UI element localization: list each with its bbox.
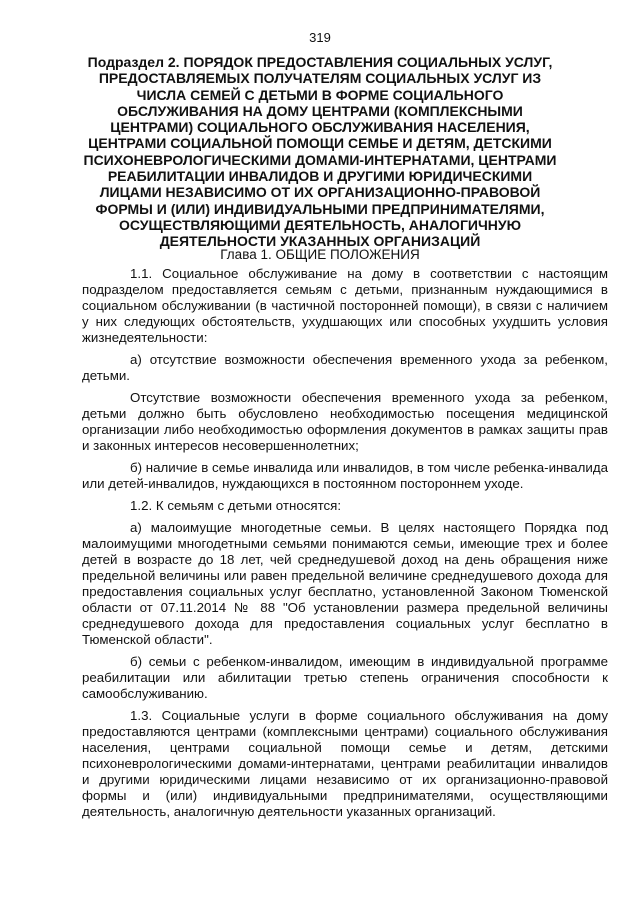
paragraph-1-2: 1.2. К семьям с детьми относятся: (130, 498, 342, 513)
paragraph-1-3: 1.3. Социальные услуги в форме социального обслуживания на дому предоставляются центрами (комплексными центрами) социального обслуживания населения, центрами социальной помощи семье и детям, детскими психоневрологическими домами-интернатами, центрами реабилитации инвалидов и другими юридическими лицами независимо от их организационно-правовой формы и (или) индивидуальными предпринимателями, осуществляющими деятельность, аналогичную деятельности указанных организаций. (82, 708, 608, 819)
paragraph-1-1-a-note: Отсутствие возможности обеспечения временного ухода за ребенком, детьми должно быть обусловлено необходимостью посещения медицинской организации либо необходимостью оформления документов в рамках защиты прав и законных интересов несовершеннолетних; (82, 390, 608, 453)
paragraph-1-1-b: б) наличие в семье инвалида или инвалидов, в том числе ребенка-инвалида или детей-инвалидов, нуждающихся в постоянном постороннем уходе. (82, 460, 608, 491)
chapter-title: Глава 1. ОБЩИЕ ПОЛОЖЕНИЯ (220, 247, 420, 262)
page-number: 319 (309, 30, 331, 45)
body-text (82, 266, 608, 826)
paragraph-1-1-a: а) отсутствие возможности обеспечения временного ухода за ребенком, детьми. (82, 352, 608, 383)
paragraph-1-2-b: б) семьи с ребенком-инвалидом, имеющим в индивидуальной программе реабилитации или абилитации третью степень ограничения способности к самообслуживанию. (82, 654, 608, 701)
paragraph-1-1: 1.1. Социальное обслуживание на дому в соответствии с настоящим подразделом предоставляется семьям с детьми, признанным нуждающимися в социальном обслуживании (в частичной посторонней помощи), в связи с наличием у них следующих обстоятельств, ухудшающих или способных ухудшить условия жизнедеятельности: (82, 266, 608, 345)
subsection-heading: Подраздел 2. ПОРЯДОК ПРЕДОСТАВЛЕНИЯ СОЦИАЛЬНЫХ УСЛУГ, ПРЕДОСТАВЛЯЕМЫХ ПОЛУЧАТЕЛЯМ СОЦИАЛЬНЫХ УСЛУГ ИЗ ЧИСЛА СЕМЕЙ С ДЕТЬМИ В ФОРМЕ СОЦИАЛЬНОГО ОБСЛУЖИВАНИЯ НА ДОМУ ЦЕНТРАМИ (КОМПЛЕКСНЫМИ ЦЕНТРАМИ) СОЦИАЛЬНОГО ОБСЛУЖИВАНИЯ НАСЕЛЕНИЯ, ЦЕНТРАМИ СОЦИАЛЬНОЙ ПОМОЩИ СЕМЬЕ И ДЕТЯМ, ДЕТСКИМИ ПСИХОНЕВРОЛОГИЧЕСКИМИ ДОМАМИ-ИНТЕРНАТАМИ, ЦЕНТРАМИ РЕАБИЛИТАЦИИ ИНВАЛИДОВ И ДРУГИМИ ЮРИДИЧЕСКИМИ ЛИЦАМИ НЕЗАВИСИМО ОТ ИХ ОРГАНИЗАЦИОННО-ПРАВОВОЙ ФОРМЫ И (ИЛИ) ИНДИВИДУАЛЬНЫМИ ПРЕДПРИНИМАТЕЛЯМИ, ОСУЩЕСТВЛЯЮЩИМИ ДЕЯТЕЛЬНОСТЬ, АНАЛОГИЧНУЮ ДЕЯТЕЛЬНОСТИ УКАЗАННЫХ ОРГАНИЗАЦИЙ (83, 54, 557, 250)
paragraph-1-2-a: а) малоимущие многодетные семьи. В целях настоящего Порядка под малоимущими многодетными семьями понимаются семьи, имеющие трех и более детей в возрасте до 18 лет, чей среднедушевой доход на день обращения ниже предельной величины или равен предельной величине среднедушевого дохода для предоставления социальных услуг бесплатно, установленной Законом Тюменской области от 07.11.2014 № 88 "Об установлении размера предельной величины среднедушевого дохода для предоставления социальных услуг бесплатно в Тюменской области". (82, 520, 608, 647)
